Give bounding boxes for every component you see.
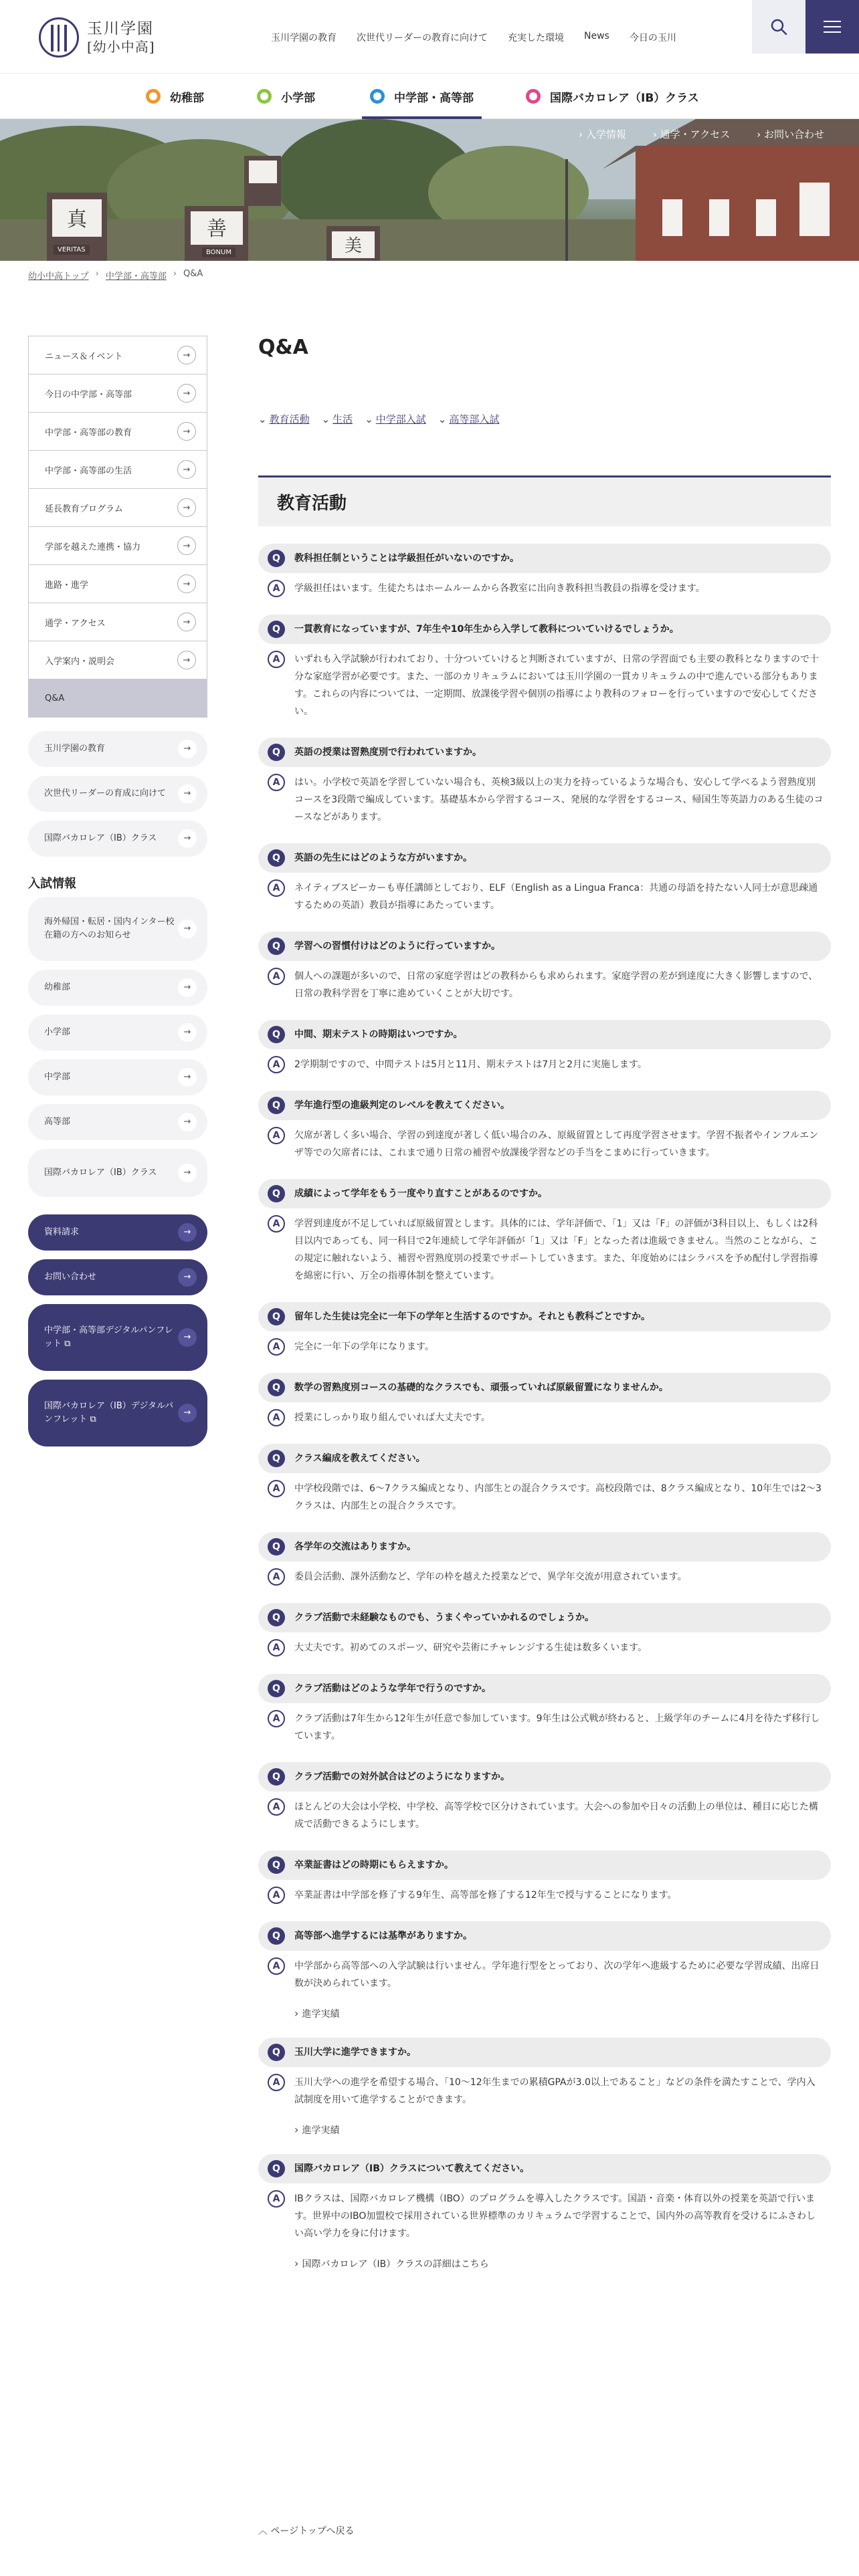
answer-mark-icon: A [268, 2074, 285, 2091]
answer-text: 完全に一年下の学年になります。 [294, 1341, 434, 1352]
local-nav-label: 入学案内・説明会 [45, 656, 115, 667]
question-text: 留年した生徒は完全に一年下の学年と生活するのですか。それとも教科ごとですか。 [294, 1311, 650, 1322]
admission-label: 国際バカロレア（IB）クラス [44, 1168, 157, 1178]
local-nav-extended-program[interactable] [29, 489, 207, 527]
arrow-right-icon: → [177, 346, 196, 364]
answer-text: はい。小学校で英語を学習していない場合も、英検3級以上の実力を持っているような場合も、安心して学べるよう習熟度別コースを3段階で編成しています。基礎基本から学習するコース、発展的な学習をするコース、帰国生等英語力のある生徒のコースなどがあります。 [294, 777, 824, 823]
admission-label: 海外帰国・転居・国内インター校在籍の方へのお知らせ [44, 917, 175, 940]
page-title: Q&A [258, 336, 308, 359]
local-nav-education[interactable] [29, 413, 207, 451]
local-nav-news[interactable] [29, 336, 207, 374]
answer-text: いずれも入学試験が行われており、十分ついていけると判断されていますが、日常の学習面でも主要の教科となりますので十分な家庭学習が必要です。また、一部のカリキュラムにおいては玉川学園の一貫カリキュラムの中で進んでいる部分もあります。これらの内容については、一定期間、放課後学習や個別の指導により教科のフォローを行っていますので安心してください。 [294, 654, 819, 717]
anchor-junior-exam[interactable]: ⌄ 中学部入試 [365, 412, 426, 426]
answer-mark-icon: A [268, 1887, 285, 1904]
side-link-label: 玉川学園の教育 [44, 744, 106, 754]
answer [258, 1880, 831, 1904]
page-top-link[interactable] [258, 2524, 354, 2537]
qa-item [258, 1373, 831, 1426]
svg-text:真: 真 [67, 208, 87, 231]
answer-text: ネイティブスピーカーも専任講師としており、ELF（English as a Lingua Franca：共通の母語を持たない人同士が意思疎通するための英語）教員が指導にあたっています。 [294, 883, 818, 911]
site-header [0, 0, 859, 74]
qa-item [258, 544, 831, 597]
gnav-news[interactable]: News [584, 31, 609, 41]
question [258, 2038, 831, 2067]
side-link-next-leaders[interactable] [28, 776, 207, 812]
answer-text: 個人への課題が多いので、日常の家庭学習はどの教科からも求められます。家庭学習の差が到達度に大きく影響しますので、日常の教科学習を丁寧に進めていくことが大切です。 [294, 971, 818, 999]
local-nav-collaboration[interactable] [29, 527, 207, 565]
svg-text:善: 善 [207, 217, 227, 241]
question-mark-icon: Q [268, 2160, 285, 2177]
answer [258, 1331, 831, 1356]
answer-mark-icon: A [268, 1338, 285, 1356]
search-button[interactable] [752, 0, 805, 53]
admission-junior-high[interactable] [28, 1059, 207, 1095]
local-nav-label: ニュース＆イベント [45, 351, 123, 362]
dark-link-label [44, 1400, 178, 1426]
arrow-right-icon: → [178, 1223, 197, 1242]
question-mark-icon: Q [268, 744, 285, 761]
hero-sign-veritas: VERITAS [54, 245, 90, 255]
answer-mark-icon: A [268, 774, 285, 791]
answer-text: 委員会活動、課外活動など、学年の枠を越えた授業などで、異学年交流が用意されています。 [294, 1572, 687, 1582]
answer-mark-icon: A [268, 1957, 285, 1975]
qa-item [258, 1674, 831, 1745]
main-content [258, 336, 831, 2270]
qa-item [258, 2154, 831, 2270]
qa-item [258, 738, 831, 826]
local-nav-label: Q&A [45, 693, 65, 704]
answer-mark-icon: A [268, 968, 285, 985]
question-text: 学習への習慣付けはどのように行っていますか。 [294, 941, 500, 952]
qa-item [258, 1020, 831, 1073]
answer [258, 1562, 831, 1586]
answer-text: 玉川大学への進学を希望する場合、「10〜12年生までの累積GPAが3.0以上であること」などの条件を満たすことで、学内入試制度を用いて進学することができます。 [294, 2077, 816, 2105]
question-mark-icon: Q [268, 1927, 285, 1945]
qa-item [258, 1850, 831, 1904]
arrow-right-icon: → [178, 784, 197, 803]
answer-mark-icon: A [268, 879, 285, 897]
qa-item [258, 1179, 831, 1285]
answer-text: 2学期制ですので、中間テストは5月と11月、期末テストは7月と2月に実施します。 [294, 1059, 647, 1070]
arrow-right-icon: → [178, 1404, 197, 1422]
question [258, 1373, 831, 1402]
question [258, 1762, 831, 1792]
util-admission-link[interactable]: › 入学情報 [579, 128, 626, 140]
local-nav [28, 336, 207, 718]
question-mark-icon: Q [268, 1185, 285, 1202]
breadcrumb-chevron-icon: › [95, 269, 99, 279]
side-link-ib[interactable] [28, 821, 207, 857]
anchor-education[interactable]: ⌄ 教育活動 [258, 412, 310, 426]
question [258, 1674, 831, 1703]
question-text: 卒業証書はどの時期にもらえますか。 [294, 1860, 454, 1870]
tab-dot-icon [146, 89, 161, 104]
arrow-right-icon: → [178, 740, 197, 758]
local-nav-label: 今日の中学部・高等部 [45, 389, 132, 400]
side-link-label: 国際バカロレア（IB）クラス [44, 833, 157, 843]
related-link[interactable]: › 進学実績 [294, 2007, 831, 2020]
question [258, 738, 831, 767]
answer-text: 大丈夫です。初めてのスポーツ、研究や芸術にチャレンジする生徒は数多くいます。 [294, 1642, 648, 1653]
answer [258, 961, 831, 1002]
logo-line2: [幼小中高] [87, 39, 155, 55]
question [258, 843, 831, 873]
question-text: 中間、期末テストの時期はいつですか。 [294, 1029, 463, 1040]
related-link[interactable]: › 進学実績 [294, 2123, 831, 2137]
local-nav-access[interactable] [29, 603, 207, 641]
admission-ib[interactable] [28, 1149, 207, 1197]
question [258, 544, 831, 573]
answer-text: 授業にしっかり取り組んでいれば大丈夫です。 [294, 1412, 490, 1423]
question [258, 615, 831, 644]
question-text: 教科担任制ということは学級担任がいないのですか。 [294, 553, 519, 564]
svg-text:美: 美 [344, 236, 363, 256]
answer [258, 1402, 831, 1426]
answer [258, 1208, 831, 1285]
question [258, 1603, 831, 1632]
answer-mark-icon: A [268, 1056, 285, 1073]
qa-item [258, 1921, 831, 2020]
question-text: 英語の授業は習熟度別で行われていますか。 [294, 747, 482, 758]
breadcrumb [28, 269, 203, 282]
question-text: 成績によって学年をもう一度やり直すことがあるのですか。 [294, 1188, 547, 1199]
question-mark-icon: Q [268, 849, 285, 867]
question-text: 高等部へ進学するには基準がありますか。 [294, 1931, 472, 1941]
tab-ib-class[interactable] [526, 74, 699, 119]
answer [258, 767, 831, 826]
answer-mark-icon: A [268, 1798, 285, 1816]
question-text: 国際バカロレア（IB）クラスについて教えてください。 [294, 2163, 530, 2174]
question-mark-icon: Q [268, 550, 285, 567]
question [258, 1302, 831, 1331]
question [258, 1444, 831, 1473]
request-materials-button[interactable] [28, 1214, 207, 1251]
arrow-right-icon: → [177, 651, 196, 669]
dark-link-text: 中学部・高等部デジタルパンフレット [44, 1325, 173, 1349]
local-nav-career[interactable] [29, 565, 207, 603]
admission-returnee[interactable] [28, 897, 207, 961]
question-mark-icon: Q [268, 938, 285, 955]
arrow-right-icon: → [177, 498, 196, 517]
qa-item [258, 932, 831, 1002]
logo-text [87, 19, 155, 56]
gnav-environment[interactable]: 充実した環境 [508, 33, 564, 43]
arrow-right-icon: → [178, 920, 197, 938]
contact-button[interactable] [28, 1259, 207, 1295]
local-nav-label: 中学部・高等部の生活 [45, 465, 132, 476]
arrow-right-icon: → [177, 384, 196, 403]
side-link-education[interactable] [28, 731, 207, 767]
local-nav-label: 通学・アクセス [45, 618, 106, 629]
answer [258, 2067, 831, 2109]
school-tabs [0, 74, 859, 119]
question-mark-icon: Q [268, 1097, 285, 1114]
arrow-right-icon: → [177, 460, 196, 479]
qa-item [258, 1762, 831, 1833]
util-label: 通学・アクセス [660, 128, 731, 140]
qa-item [258, 1302, 831, 1356]
answer-mark-icon: A [268, 1568, 285, 1586]
local-nav-life[interactable] [29, 451, 207, 489]
arrow-right-icon: → [178, 1068, 197, 1087]
question-mark-icon: Q [268, 1609, 285, 1626]
admission-elementary[interactable] [28, 1014, 207, 1051]
arrow-right-icon: → [178, 1268, 197, 1287]
tab-dot-icon [257, 89, 272, 104]
qa-item [258, 615, 831, 720]
question [258, 1020, 831, 1049]
anchor-life[interactable]: ⌄ 生活 [322, 412, 353, 426]
admission-kindergarten[interactable] [28, 970, 207, 1006]
arrow-right-icon: → [177, 422, 196, 441]
anchor-links [258, 412, 831, 426]
hamburger-menu-icon [824, 20, 841, 33]
breadcrumb-current: Q&A [183, 269, 203, 279]
external-link-icon: ⧉ [64, 1339, 71, 1349]
answer-text: IBクラスは、国際バカロレア機構（IBO）のプログラムを導入したクラスです。国語・音楽・体育以外の授業を英語で行います。世界中のIBO加盟校で採用されている世界標準のカリキュラムで学習することで、国内外の高等教育を受けるにふさわしい高い学力を身に付けます。 [294, 2193, 816, 2239]
question-mark-icon: Q [268, 1680, 285, 1697]
answer-text: 中学部から高等部への入学試験は行いません。学年進行型をとっており、次の学年へ進級するために必要な学習成績、出席日数が決められています。 [294, 1961, 820, 1989]
global-nav [271, 31, 696, 44]
question [258, 1921, 831, 1951]
qa-item [258, 1603, 831, 1656]
question-text: 玉川大学に進学できますか。 [294, 2047, 416, 2058]
tab-elementary[interactable] [257, 74, 315, 119]
side-link-label: 次世代リーダーの育成に向けて [44, 788, 167, 798]
qa-item [258, 1444, 831, 1515]
pamphlet-junior-senior-button[interactable] [28, 1304, 207, 1371]
local-nav-admission[interactable] [29, 641, 207, 679]
dark-link-label: お問い合わせ [44, 1272, 97, 1282]
answer-mark-icon: A [268, 1639, 285, 1656]
question-mark-icon: Q [268, 1379, 285, 1396]
question-mark-icon: Q [268, 2044, 285, 2061]
answer-mark-icon: A [268, 580, 285, 597]
answer-mark-icon: A [268, 1480, 285, 1497]
answer [258, 1951, 831, 1992]
search-icon [770, 18, 787, 35]
question-mark-icon: Q [268, 1768, 285, 1786]
answer-text: 学習到達度が不足していれば原級留置とします。具体的には、学年評価で、「1」又は「F」の評価が3科目以上、もしくは2科目以内であっても、同一科目で2年連続して学年評価が「1」又は「F」となった者は進級できません。当然のことながら、この規定に触れないよう、補習や習熟度別の授業でサポートしていきます。また、年度始めにはシラバスを予め配付し学習指導を綿密に行い、万全の指導体制を整えています。 [294, 1218, 818, 1281]
question [258, 1532, 831, 1562]
tab-label: 中学部・高等部 [394, 91, 474, 105]
local-nav-today[interactable] [29, 374, 207, 413]
admission-label: 中学部 [44, 1072, 71, 1082]
breadcrumb-junior-senior[interactable]: 中学部・高等部 [105, 272, 167, 282]
local-nav-label: 中学部・高等部の教育 [45, 427, 132, 438]
admission-label: 小学部 [44, 1027, 71, 1037]
breadcrumb-chevron-icon: › [173, 269, 177, 279]
question-text: 学年進行型の進級判定のレベルを教えてください。 [294, 1100, 510, 1111]
qa-item [258, 1091, 831, 1162]
answer [258, 1473, 831, 1515]
arrow-right-icon: → [178, 1164, 197, 1182]
question [258, 1179, 831, 1208]
admission-label: 高等部 [44, 1117, 71, 1127]
answer-mark-icon: A [268, 1127, 285, 1144]
answer-text: 学級担任はいます。生徒たちはホームルームから各教室に出向き教科担当教員の指導を受けます。 [294, 583, 705, 594]
arrow-right-icon: → [178, 978, 197, 997]
arrow-right-icon: → [177, 574, 196, 593]
page-top-label: ページトップへ戻る [270, 2526, 355, 2537]
tab-label: 国際バカロレア（IB）クラス [550, 91, 699, 105]
question [258, 1850, 831, 1880]
tab-label: 小学部 [281, 91, 315, 105]
dark-link-text: 国際バカロレア（IB）デジタルパンフレット [44, 1401, 174, 1424]
answer-mark-icon: A [268, 1409, 285, 1426]
question-text: クラブ活動での対外試合はどのようになりますか。 [294, 1772, 510, 1782]
answer [258, 1049, 831, 1073]
dark-link-label: 資料請求 [44, 1227, 80, 1237]
answer-text: 中学校段階では、6〜7クラス編成となり、内部生との混合クラスです。高校段階では、8クラス編成となり、10年生では2〜3クラスは、内部生との混合クラスです。 [294, 1483, 822, 1511]
admission-label: 幼稚部 [44, 982, 71, 992]
qa-item [258, 2038, 831, 2137]
menu-button[interactable] [805, 0, 859, 53]
admission-heading: 入試情報 [28, 877, 76, 891]
tab-dot-icon [370, 89, 385, 104]
arrow-right-icon: → [178, 1328, 197, 1347]
question-text: 数学の習熟度別コースの基礎的なクラスでも、頑張っていれば原級留置になりませんか。 [294, 1382, 668, 1393]
question-mark-icon: Q [268, 1026, 285, 1043]
chevron-up-icon: ︿ [258, 2526, 268, 2537]
answer-mark-icon: A [268, 651, 285, 668]
answer-text: 卒業証書は中学部を修了する9年生、高等部を修了する12年生で授与することになります。 [294, 1890, 677, 1901]
arrow-right-icon: → [178, 1113, 197, 1132]
hero-sign-bonum: BONUM [202, 247, 235, 257]
question-mark-icon: Q [268, 1450, 285, 1467]
question-text: クラブ活動はどのような学年で行うのですか。 [294, 1683, 491, 1694]
question-text: 一貫教育になっていますが、7年生や10年生から入学して教科についていけるでしょうか。 [294, 624, 679, 635]
tab-label: 幼稚部 [170, 91, 204, 105]
breadcrumb-home[interactable]: 幼小中高トップ [28, 272, 89, 282]
anchor-senior-exam[interactable]: ⌄ 高等部入試 [438, 412, 500, 426]
util-label: お問い合わせ [763, 128, 824, 140]
answer [258, 644, 831, 720]
gnav-education[interactable]: 玉川学園の教育 [271, 33, 337, 43]
local-nav-label: 学部を越えた連携・協力 [45, 542, 141, 552]
gnav-today[interactable]: 今日の玉川 [629, 33, 676, 43]
related-link[interactable]: › 国際バカロレア（IB）クラスの詳細はこちら [294, 2257, 831, 2270]
question [258, 932, 831, 961]
hero-image [0, 119, 859, 261]
arrow-right-icon: → [177, 613, 196, 631]
answer-text: 欠席が著しく多い場合、学習の到達度が著しく低い場合のみ、原級留置として再度学習させます。学習不振者やインフルエンザ等での欠席者には、これまで通り日常の補習や放課後学習などの手当をこまめに行っていきます。 [294, 1130, 819, 1158]
util-label: 入学情報 [585, 128, 626, 140]
qa-item [258, 843, 831, 914]
logo-line1: 玉川学園 [87, 20, 154, 37]
answer [258, 1120, 831, 1162]
tab-kindergarten[interactable] [146, 74, 204, 119]
util-access-link[interactable]: › 通学・アクセス [652, 128, 731, 140]
answer [258, 2183, 831, 2242]
qa-list [258, 544, 831, 2270]
tab-junior-senior-high[interactable] [370, 74, 474, 119]
question-mark-icon: Q [268, 1308, 285, 1325]
answer [258, 573, 831, 597]
answer [258, 1792, 831, 1833]
site-logo[interactable] [39, 17, 155, 58]
answer-text: クラブ活動は7年生から12年生が任意で参加しています。9年生は公式戦が終わると、上級学年のチームに4月を待たず移行しています。 [294, 1713, 820, 1741]
answer [258, 1703, 831, 1745]
arrow-right-icon: → [178, 1023, 197, 1042]
gnav-next-leaders[interactable]: 次世代リーダーの教育に向けて [357, 33, 488, 43]
admission-senior-high[interactable] [28, 1104, 207, 1140]
local-nav-qa[interactable] [29, 679, 207, 718]
logo-mark-icon [39, 17, 79, 58]
question-text: クラス編成を教えてください。 [294, 1453, 425, 1464]
answer-text: ほとんどの大会は小学校、中学校、高等学校で区分けされています。大会への参加や日々の活動上の単位は、種目に応じた構成で活動できるようにします。 [294, 1802, 818, 1830]
qa-item [258, 1532, 831, 1586]
dark-link-label [44, 1324, 178, 1351]
answer-mark-icon: A [268, 1215, 285, 1232]
question-mark-icon: Q [268, 621, 285, 638]
question-text: クラブ活動で未経験なものでも、うまくやっていかれるのでしょうか。 [294, 1612, 594, 1623]
question [258, 1091, 831, 1120]
section-heading: 教育活動 [258, 475, 831, 526]
answer-mark-icon: A [268, 1710, 285, 1727]
local-nav-label: 進路・進学 [45, 580, 89, 591]
question-mark-icon: Q [268, 1856, 285, 1874]
tab-dot-icon [526, 89, 541, 104]
pamphlet-ib-button[interactable] [28, 1380, 207, 1446]
answer [258, 873, 831, 914]
arrow-right-icon: → [177, 536, 196, 555]
sidebar [28, 336, 207, 1446]
answer [258, 1632, 831, 1656]
answer-mark-icon: A [268, 2190, 285, 2208]
external-link-icon: ⧉ [90, 1414, 96, 1424]
utility-links [552, 127, 824, 141]
question [258, 2154, 831, 2183]
question-text: 英語の先生にはどのような方がいますか。 [294, 853, 472, 863]
question-mark-icon: Q [268, 1538, 285, 1555]
question-text: 各学年の交流はありますか。 [294, 1541, 416, 1552]
local-nav-label: 延長教育プログラム [45, 504, 123, 514]
util-contact-link[interactable]: › お問い合わせ [757, 128, 824, 140]
arrow-right-icon: → [178, 829, 197, 848]
